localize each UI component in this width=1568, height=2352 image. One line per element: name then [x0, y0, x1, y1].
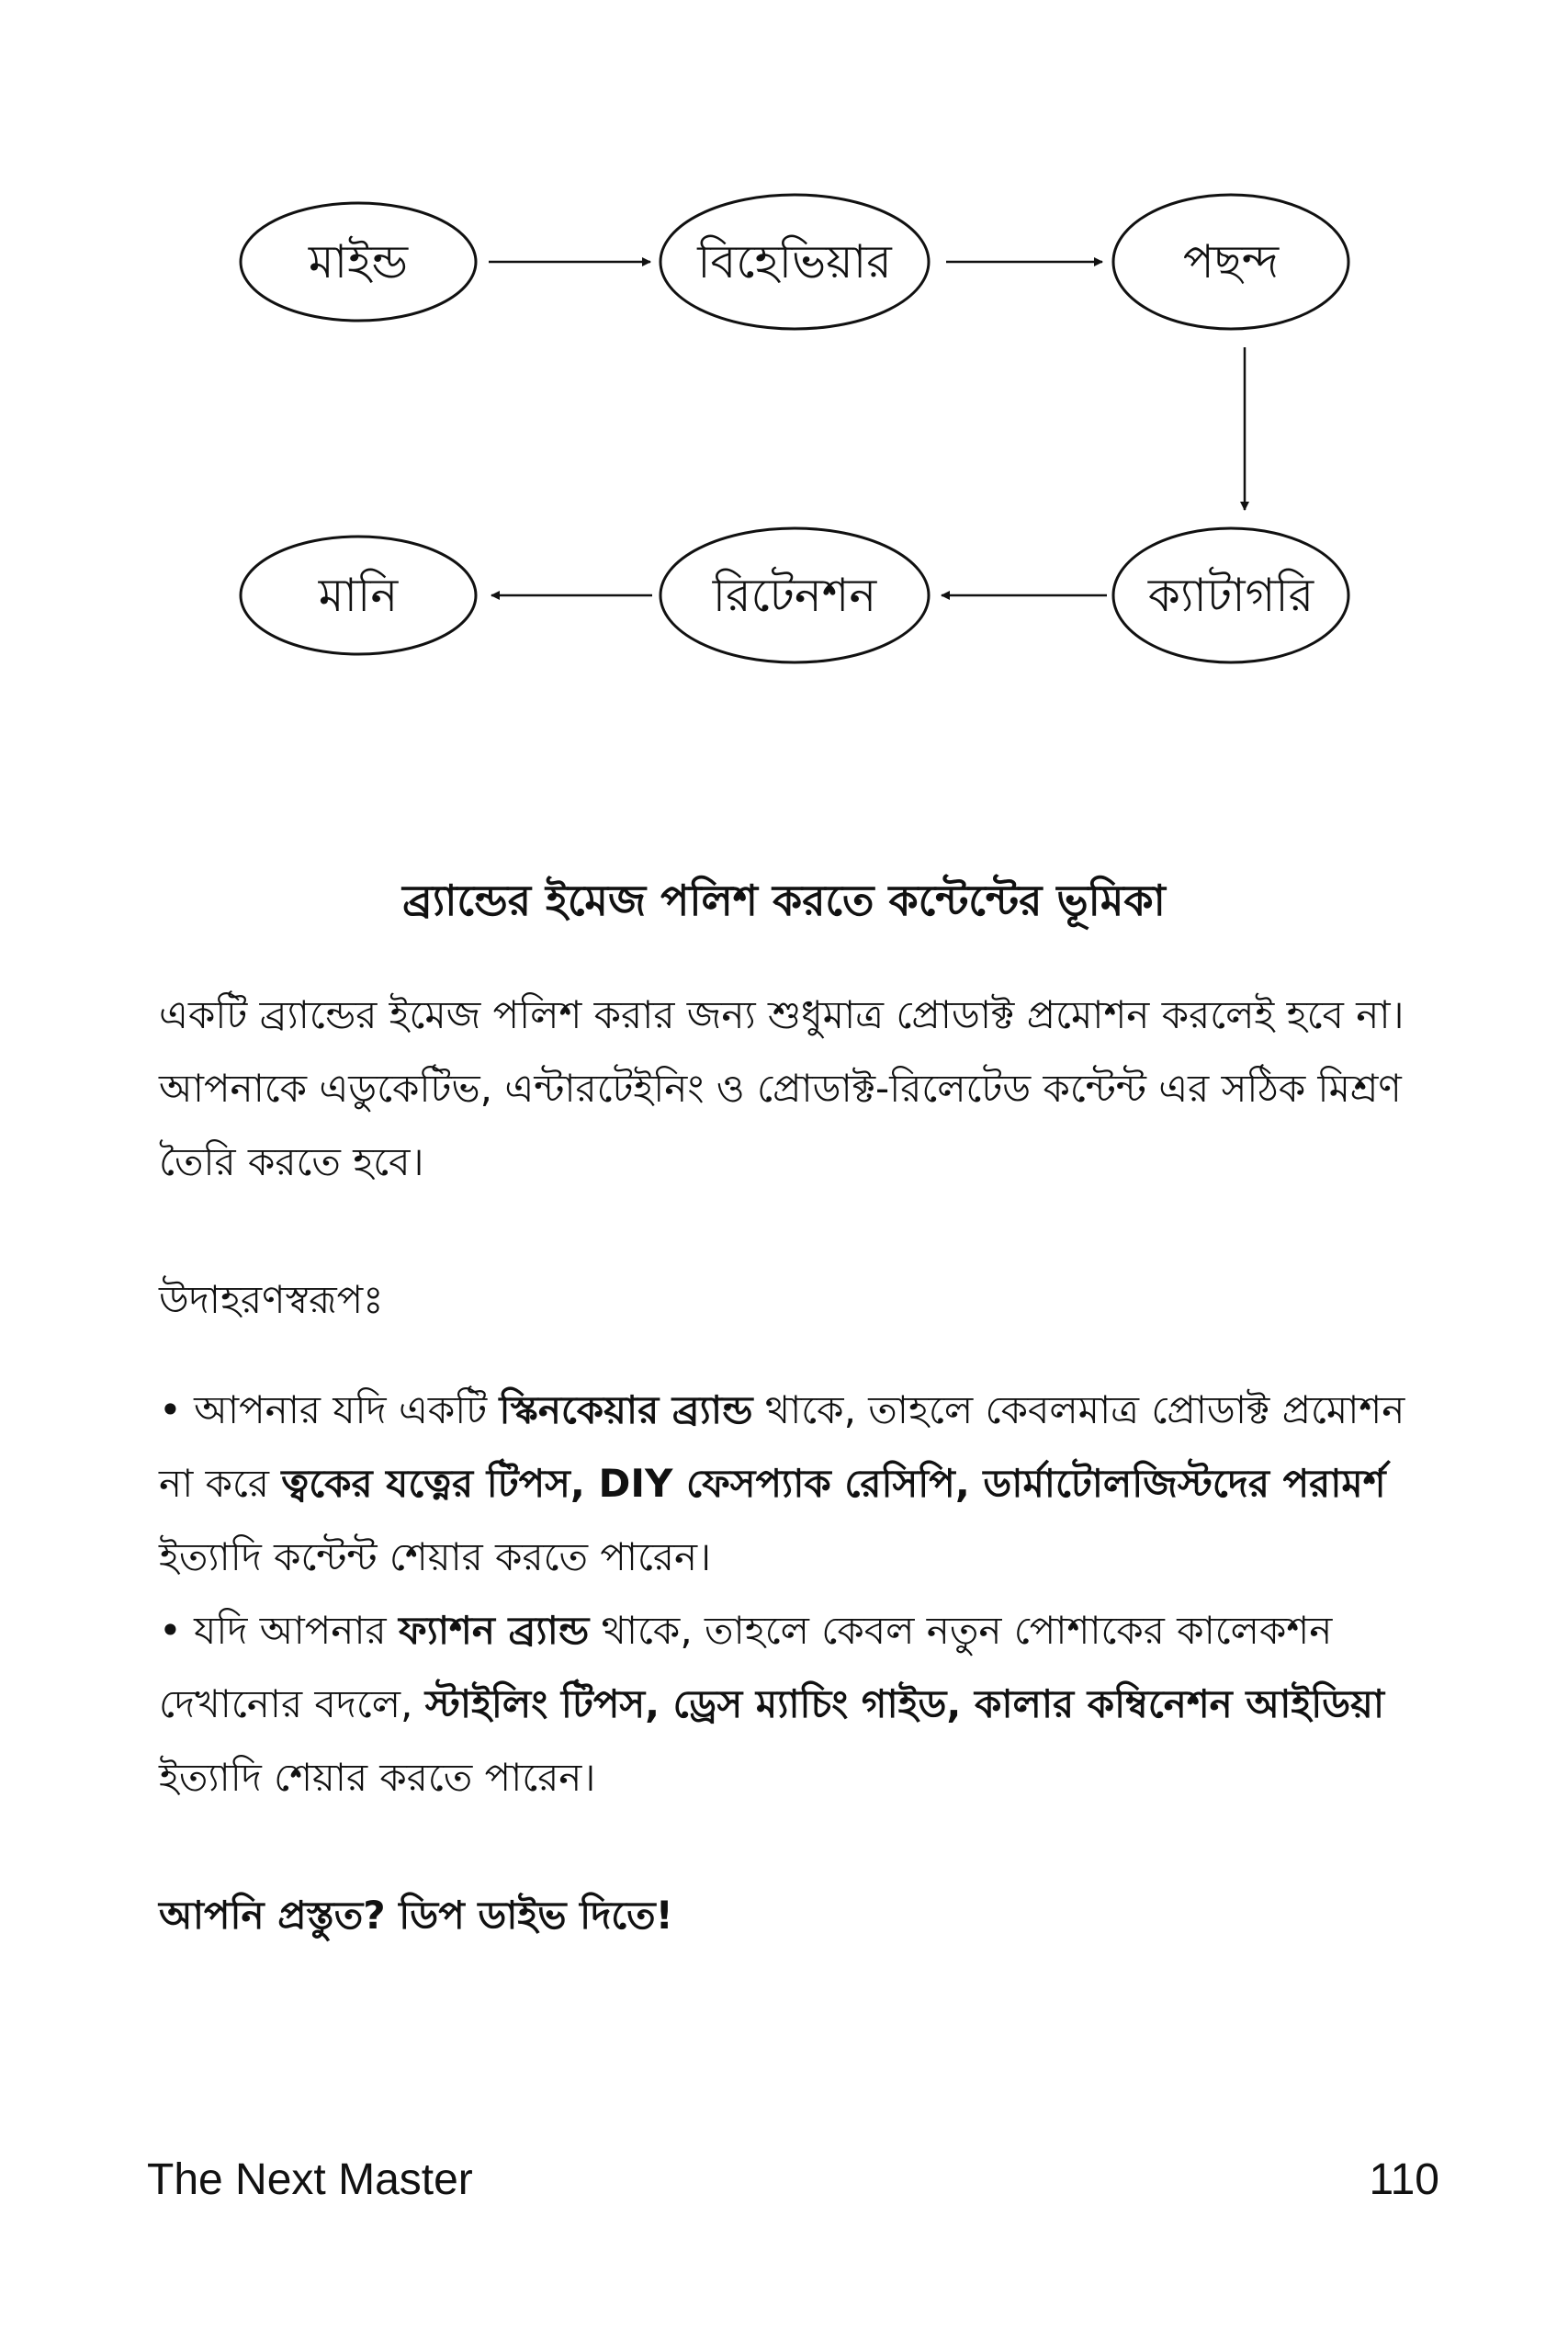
- bullet1-part-c: থাকে, তাহলে কেবলমাত্র প্রোডাক্ট প্রমোশন না করে: [159, 1387, 1405, 1506]
- example-label-text: উদাহরণস্বরূপঃ: [159, 1277, 384, 1322]
- node-preference: [1113, 195, 1348, 329]
- node-category: [1113, 528, 1348, 662]
- closing-line: আপনি প্রস্তুত? ডিপ ডাইভ দিতে!: [159, 1893, 673, 1938]
- bullet-list: [159, 1374, 1436, 1815]
- footer-page-number: 110: [1369, 2155, 1439, 2204]
- intro-text: একটি ব্র্যান্ডের ইমেজ পলিশ করার জন্য শুধুমাত্র প্রোডাক্ট প্রমোশন করলেই হবে না। আপনাকে এডুকেটিভ, এন্টারটেইনিং ও প্রোডাক্ট-রিলেটেড কন্টেন্ট এর সঠিক মিশ্রণ তৈরি করতে হবে।: [159, 992, 1404, 1184]
- node-preference-label: পছন্দ: [1182, 235, 1280, 288]
- node-retention-label: রিটেনশন: [712, 569, 877, 622]
- flow-diagram: [0, 0, 1568, 753]
- node-behavior-label: বিহেভিয়ার: [697, 235, 892, 288]
- bullet2-part-a: • যদি আপনার: [159, 1608, 399, 1653]
- node-behavior: [660, 195, 929, 329]
- example-label: [159, 1263, 1436, 1337]
- bullet1-part-b: স্কিনকেয়ার ব্র্যান্ড: [499, 1387, 753, 1432]
- bullet2-part-d: স্টাইলিং টিপস, ড্রেস ম্যাচিং গাইড, কালার কম্বিনেশন আইডিয়া: [424, 1681, 1385, 1726]
- bullet1-part-d: ত্বকের যত্নের টিপস, DIY ফেসপ্যাক রেসিপি, ডার্মাটোলজিস্টদের পরামর্শ: [281, 1461, 1386, 1506]
- node-money-label: মানি: [318, 569, 399, 622]
- node-money: [241, 537, 476, 654]
- node-retention: [660, 528, 929, 662]
- bullet2-part-b: ফ্যাশন ব্র্যান্ড: [398, 1608, 590, 1653]
- bullet2-part-e: ইত্যাদি শেয়ার করতে পারেন।: [159, 1755, 596, 1800]
- intro-paragraph: [159, 978, 1436, 1199]
- footer-book-title: The Next Master: [147, 2155, 473, 2204]
- bullet2-part-c: থাকে, তাহলে কেবল নতুন পোশাকের কালেকশন দেখানোর বদলে,: [159, 1608, 1333, 1726]
- bullet1-part-e: ইত্যাদি কন্টেন্ট শেয়ার করতে পারেন।: [159, 1534, 712, 1579]
- node-mind-label: মাইন্ড: [308, 235, 409, 288]
- section-heading: ব্র্যান্ডের ইমেজ পলিশ করতে কন্টেন্টের ভূমিকা: [402, 876, 1166, 925]
- node-category-label: ক্যাটাগরি: [1147, 569, 1314, 622]
- bullet1-part-a: • আপনার যদি একটি: [159, 1387, 500, 1432]
- node-mind: [241, 203, 476, 321]
- list-item: [159, 1594, 1436, 1815]
- list-item: [159, 1374, 1436, 1594]
